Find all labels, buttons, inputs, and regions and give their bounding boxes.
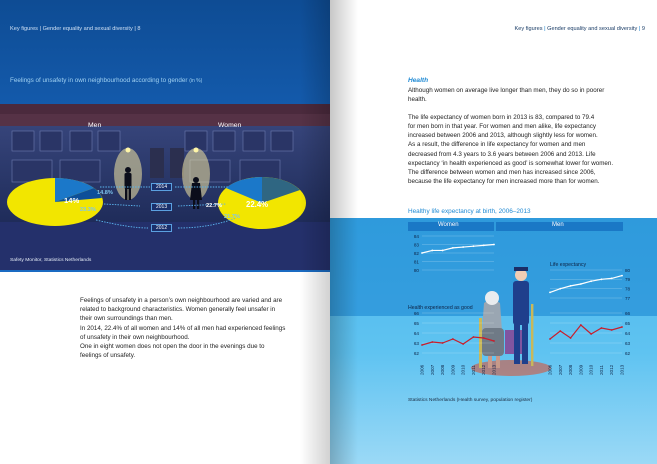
- data-point: [621, 326, 623, 328]
- data-point: [462, 246, 464, 248]
- x-tick-label: 2012: [609, 364, 615, 375]
- y-tick-label: 62: [625, 350, 631, 356]
- gutter-shadow-left: [300, 0, 330, 464]
- header-title: Gender equality and sexual diversity: [42, 26, 133, 32]
- data-point: [483, 337, 485, 339]
- x-tick-label: 2009: [450, 364, 456, 375]
- header-title: Gender equality and sexual diversity: [547, 26, 638, 32]
- health-chart-svg: [330, 218, 657, 464]
- data-point: [621, 275, 623, 277]
- header-separator: |: [39, 26, 41, 32]
- y-tick-label: 77: [625, 295, 631, 301]
- door-left: [150, 148, 164, 178]
- header-section: Key figures: [514, 26, 543, 32]
- left-body-paragraph: Feelings of unsafety in a person’s own neighbourhood are varied and are related to background characteristics. Women generally feel unsafer in their own surroundings than men. In 2014, 22.4% of all women and 14% of all men had experienced feelings of unsafety in their own neighbourhood. One in eight women does not open the door in the evenings due to feelings of unsafety.: [80, 297, 286, 360]
- roof-band: [0, 114, 330, 126]
- data-point: [442, 250, 444, 252]
- health-chart-source: Statistics Netherlands (Health survey, population register): [408, 398, 533, 403]
- health-good-label: Health experienced as good: [408, 305, 473, 311]
- year-tag-2014: 2014: [151, 183, 172, 191]
- x-tick-label: 2012: [481, 364, 487, 375]
- data-point: [580, 324, 582, 326]
- y-tick-label: 83: [413, 242, 419, 248]
- data-point: [559, 288, 561, 290]
- women-2014-percentage: 22.4%: [246, 200, 269, 209]
- left-body-text: [80, 296, 306, 360]
- y-tick-label: 84: [413, 233, 419, 239]
- data-point: [601, 327, 603, 329]
- data-point: [421, 252, 423, 254]
- men-label-a: 14.8%: [97, 190, 113, 196]
- y-tick-label: 78: [625, 286, 631, 292]
- y-tick-label: 65: [413, 320, 419, 326]
- right-page-header: [515, 26, 645, 32]
- health-chart-title: Healthy life expectancy at birth, 2006–2013: [408, 208, 531, 215]
- unsafety-chart-unit: (in %): [189, 78, 203, 84]
- roof-dark-band: [0, 104, 330, 114]
- y-tick-label: 65: [625, 320, 631, 326]
- y-tick-label: 82: [413, 250, 419, 256]
- women-column-label: Women: [438, 222, 459, 228]
- data-point: [611, 329, 613, 331]
- x-tick-label: 2007: [557, 364, 563, 375]
- data-point: [462, 343, 464, 345]
- y-tick-label: 79: [625, 277, 631, 283]
- health-intro: Although women on average live longer than men, they do so in poorer health.: [408, 87, 605, 104]
- header-separator: |: [544, 26, 546, 32]
- women-label-b: 21.7%: [224, 214, 240, 220]
- x-tick-label: 2007: [429, 364, 435, 375]
- data-point: [473, 336, 475, 338]
- door-right: [170, 148, 184, 178]
- data-point: [590, 333, 592, 335]
- y-tick-label: 64: [625, 330, 631, 336]
- y-tick-label: 80: [625, 267, 631, 273]
- gutter-shadow-right: [330, 0, 358, 464]
- data-point: [431, 341, 433, 343]
- data-point: [611, 278, 613, 280]
- x-tick-label: 2006: [419, 364, 425, 375]
- y-tick-label: 64: [413, 330, 419, 336]
- right-page: [330, 0, 657, 464]
- lamp-men: [126, 148, 131, 153]
- unsafety-chart-title-text: Feelings of unsafety in own neighbourhood according to gender: [10, 77, 188, 84]
- data-point: [580, 283, 582, 285]
- data-point: [549, 292, 551, 294]
- x-tick-label: 2013: [491, 364, 497, 375]
- data-point: [452, 247, 454, 249]
- header-separator-2: |: [638, 26, 641, 32]
- x-tick-label: 2009: [578, 364, 584, 375]
- x-tick-label: 2013: [619, 364, 625, 375]
- data-point: [570, 337, 572, 339]
- women-label-a: 22.7%: [206, 203, 222, 209]
- women-label: Women: [218, 122, 242, 129]
- unsafety-chart-title: [10, 77, 202, 84]
- data-point: [590, 280, 592, 282]
- y-tick-label: 63: [625, 340, 631, 346]
- data-point: [483, 244, 485, 246]
- x-tick-label: 2008: [568, 364, 574, 375]
- header-section: Key figures: [10, 26, 38, 32]
- data-point: [549, 338, 551, 340]
- health-chart: [330, 218, 657, 464]
- men-pie: [7, 178, 103, 226]
- y-tick-label: 66: [413, 310, 419, 316]
- data-point: [421, 344, 423, 346]
- y-tick-label: 63: [413, 340, 419, 346]
- unsafety-infographic: [0, 104, 330, 270]
- men-label-b: 23.3%: [80, 207, 96, 213]
- men-2014-percentage: 14%: [64, 196, 80, 205]
- health-body-text: [408, 86, 634, 186]
- year-tag-2013: 2013: [151, 203, 172, 211]
- x-tick-label: 2010: [588, 364, 594, 375]
- x-tick-label: 2006: [547, 364, 553, 375]
- unsafety-chart-source: Safety Monitor, Statistics Netherlands: [10, 258, 92, 263]
- page-number: 8: [137, 26, 141, 32]
- page-number: 9: [641, 26, 645, 32]
- life-expectancy-label: Life expectancy: [550, 262, 587, 268]
- data-point: [473, 245, 475, 247]
- data-point: [570, 285, 572, 287]
- data-point: [493, 244, 495, 246]
- men-column-label: Men: [552, 222, 564, 228]
- x-tick-label: 2010: [460, 364, 466, 375]
- health-paragraph: The life expectancy of women born in 2013 is 83, compared to 79.4 for men born in that year. For women and men alike, life expectancy increased between 2006 and 2013, although slightly less for women. As a result, the difference in life expectancy for women and men decreased from 4.3 years to 3.6 years between 2006 and 2013. Life expectancy ‘in health experienced as good’ is somewhat lower for women. The difference between women and men has increased since 2006, because the life expectancy for men increased more than for women.: [408, 114, 614, 185]
- header-separator-2: |: [134, 26, 136, 32]
- left-page-header: [10, 26, 140, 32]
- men-label: Men: [88, 122, 102, 129]
- data-point: [442, 342, 444, 344]
- data-point: [431, 250, 433, 252]
- y-tick-label: 66: [625, 310, 631, 316]
- data-point: [452, 338, 454, 340]
- x-tick-label: 2011: [598, 365, 604, 375]
- data-point: [493, 340, 495, 342]
- data-point: [559, 330, 561, 332]
- data-point: [601, 278, 603, 280]
- y-tick-label: 62: [413, 350, 419, 356]
- x-tick-label: 2008: [440, 364, 446, 375]
- lamp-women: [194, 148, 199, 153]
- y-tick-label: 81: [413, 259, 419, 265]
- y-tick-label: 80: [413, 267, 419, 273]
- x-tick-label: 2011: [470, 365, 476, 375]
- year-tag-2012: 2012: [151, 224, 172, 232]
- health-section-title: Health: [408, 77, 429, 84]
